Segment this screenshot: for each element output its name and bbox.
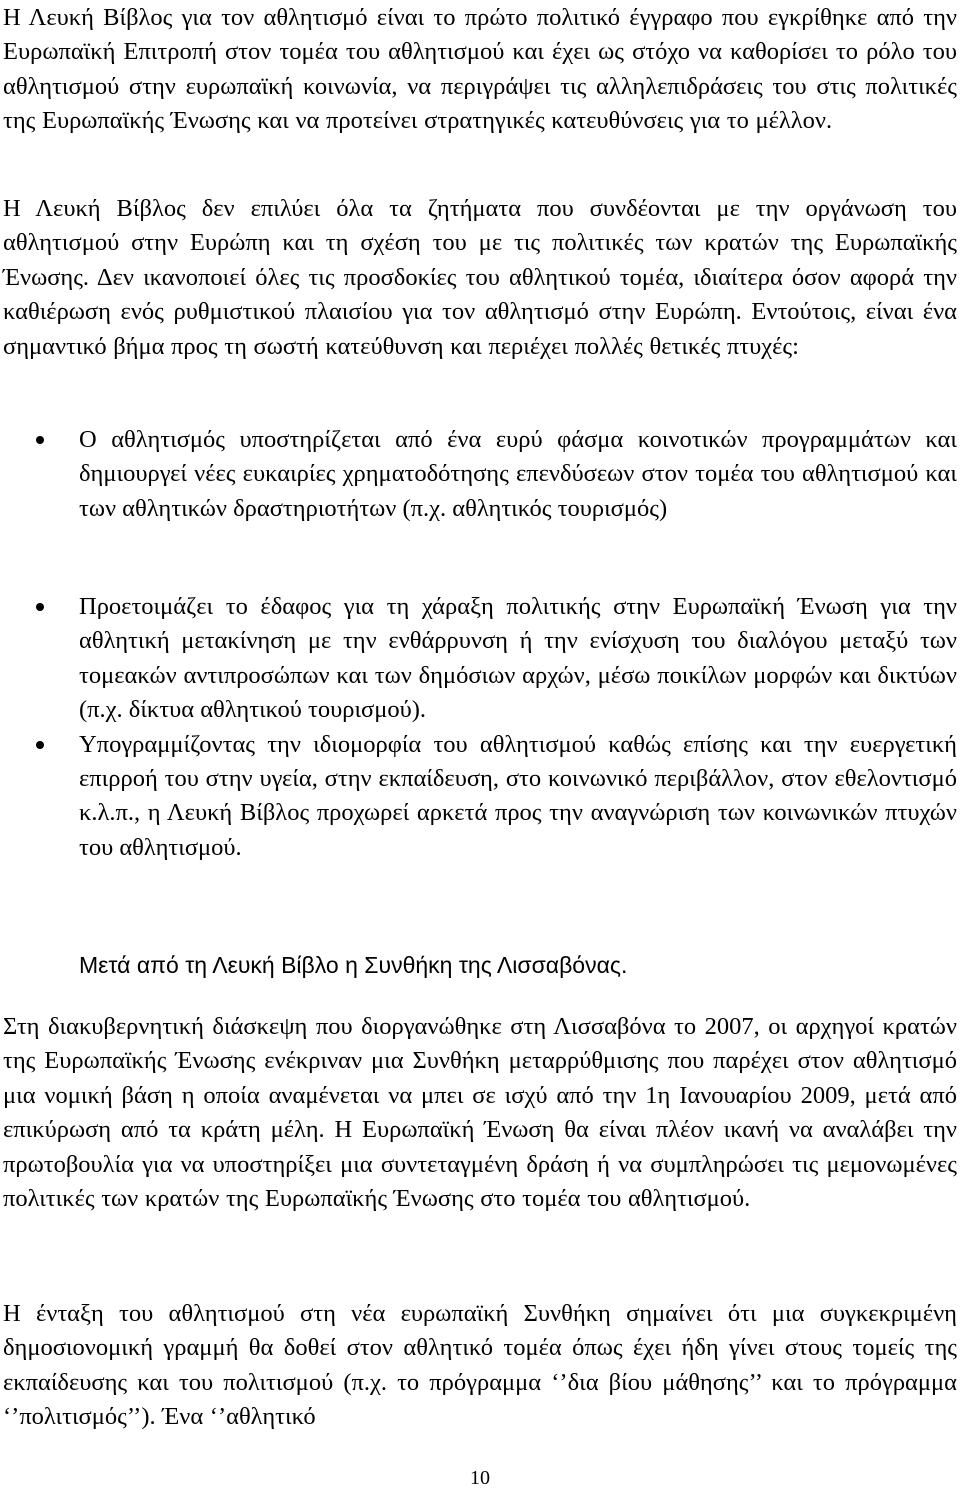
treaty-paragraph: Η ένταξη του αθλητισμού στη νέα ευρωπαϊκή Συνθήκη σημαίνει ότι μια συγκεκριμένη δημοσιονομική γραμμή θα δοθεί στον αθλητικό τομέα όπως έχει ήδη γίνει στους τομείς της εκπαίδευσης και του πολιτισμού (π.χ. το πρόγραμμα ‘’δια βίου μάθησης’’ και το πρόγραμμα ‘’πολιτισμός’’). Ένα ‘’αθλητικό <box>3 1300 957 1431</box>
bullet-list <box>0 423 960 526</box>
intro-paragraph: Η Λευκή Βίβλος για τον αθλητισμό είναι το πρώτο πολιτικό έγγραφο που εγκρίθηκε από την Ευρωπαϊκή Επιτροπή στον τομέα του αθλητισμού και έχει ως στόχο να καθορίσει το ρόλο του αθλητισμού στην ευρωπαϊκή κοινωνία, να περιγράψει τις αλληλεπιδράσεις του στις πολιτικές της Ευρωπαϊκής Ένωσης και να προτείνει στρατηγικές κατευθύνσεις για το μέλλον. <box>3 4 957 135</box>
bullet-icon <box>36 436 44 444</box>
bullet-list <box>0 590 960 865</box>
assessment-paragraph: Η Λευκή Βίβλος δεν επιλύει όλα τα ζητήματα που συνδέονται με την οργάνωση του αθλητισμού στην Ευρώπη και τη σχέση του με τις πολιτικές των κρατών της Ευρωπαϊκής Ένωσης. Δεν ικανοποιεί όλες τις προσδοκίες του αθλητικού τομέα, ιδιαίτερα όσον αφορά την καθιέρωση ενός ρυθμιστικού πλαισίου για τον αθλητισμό στην Ευρώπη. Εντούτοις, είναι ένα σημαντικό βήμα προς τη σωστή κατεύθυνση και περιέχει πολλές θετικές πτυχές: <box>3 195 957 360</box>
bullet-icon <box>36 741 44 749</box>
list-item-text: Προετοιμάζει το έδαφος για τη χάραξη πολιτικής στην Ευρωπαϊκή Ένωση για την αθλητική μετακίνηση με την ενθάρρυνση ή την ενίσχυση του διαλόγου μεταξύ των τομεακών αντιπροσώπων και των δημόσιων αρχών, μέσω ποικίλων μορφών και δικτύων (π.χ. δίκτυα αθλητικού τουρισμού). <box>79 593 957 724</box>
page-number: 10 <box>470 1467 490 1489</box>
bullet-icon <box>36 603 44 611</box>
lisbon-paragraph: Στη διακυβερνητική διάσκεψη που διοργανώθηκε στη Λισσαβόνα το 2007, οι αρχηγοί κρατών της Ευρωπαϊκής Ένωσης ενέκριναν μια Συνθήκη μεταρρύθμισης που παρέχει στον αθλητισμό μια νομική βάση η οποία αναμένεται να μπει σε ισχύ από την 1η Ιανουαρίου 2009, μετά από επικύρωση από τα κράτη μέλη. Η Ευρωπαϊκή Ένωση θα είναι πλέον ικανή να αναλάβει την πρωτοβουλία για να υποστηρίξει μια συντεταγμένη δράση ή να συμπληρώσει τις μεμονωμένες πολιτικές των κρατών της Ευρωπαϊκής Ένωσης στο τομέα του αθλητισμού. <box>3 1013 957 1213</box>
list-item-text: Ο αθλητισμός υποστηρίζεται από ένα ευρύ φάσμα κοινοτικών προγραμμάτων και δημιουργεί νέες ευκαιρίες χρηματοδότησης επενδύσεων στον τομέα του αθλητισμού και των αθλητικών δραστηριοτήτων (π.χ. αθλητικός τουρισμός) <box>79 426 957 522</box>
list-item <box>0 590 960 728</box>
list-item <box>0 728 960 866</box>
list-item <box>0 423 960 526</box>
list-item-text: Υπογραμμίζοντας την ιδιομορφία του αθλητισμού καθώς επίσης και την ευεργετική επιρροή του στην υγεία, στην εκπαίδευση, στο κοινωνικό περιβάλλον, στον εθελοντισμό κ.λ.π., η Λευκή Βίβλος προχωρεί αρκετά προς την αναγνώριση των κοινωνικών πτυχών του αθλητισμού. <box>79 730 957 861</box>
section-heading: Μετά από τη Λευκή Βίβλο η Συνθήκη της Λισσαβόνας. <box>79 952 628 978</box>
